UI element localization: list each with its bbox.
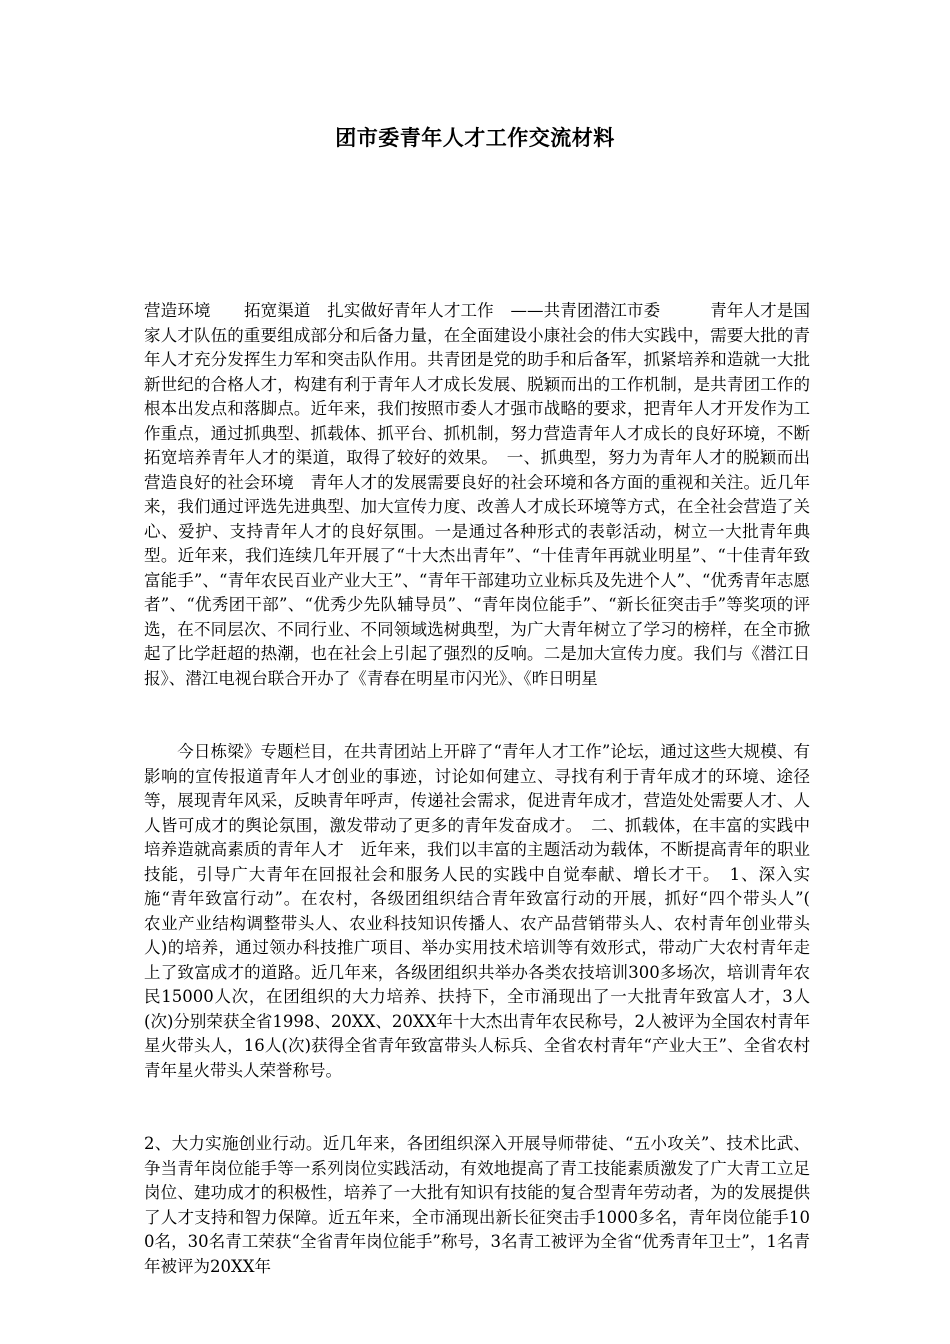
- document-title: 团市委青年人才工作交流材料: [335, 126, 615, 150]
- body-paragraph: 今日栋梁》专题栏目，在共青团站上开辟了“青年人才工作”论坛，通过这些大规模、有影响的宣传报道青年人才创业的事迹，讨论如何建立、寻找有利于青年成才的环境、途径等，展现青年风采，反映青年呼声，传递社会需求，促进青年成才，营造处处需要人才、人人皆可成才的舆论氛围，激发带动了更多的青年发奋成才。 二、抓载体，在丰富的实践中培养造就高素质的青年人才 近年来，我们以丰富的主题活动为载体，不断提高青年的职业技能，引导广大青年在回报社会和服务人民的实践中自觉奉献、增长才干。 1、深入实施“青年致富行动”。在农村，各级团组织结合青年致富行动的开展，抓好“四个带头人”( 农业产业结构调整带头人、农业科技知识传播人、农产品营销带头人、农村青年创业带头人)的培养，通过领办科技推广项目、举办实用技术培训等有效形式，带动广大农村青年走上了致富成才的道路。近几年来，各级团组织共举办各类农技培训300多场次，培训青年农民15000人次，在团组织的大力培养、扶持下，全市涌现出了一大批青年致富人才，3人(次)分别荣获全省1998、20XX、20XX年十大杰出青年农民称号，2人被评为全国农村青年星火带头人，16人(次)获得全省青年致富带头人标兵、全省农村青年“产业大王”、全省农村青年星火带头人荣誉称号。: [144, 742, 827, 1080]
- body-paragraph: 营造环境 拓宽渠道 扎实做好青年人才工作 ——共青团潜江市委 青年人才是国家人才队伍的重要组成部分和后备力量，在全面建设小康社会的伟大实践中，需要大批的青年人才充分发挥生力军和突击队作用。共青团是党的助手和后备军，抓紧培养和造就一大批新世纪的合格人才，构建有利于青年人才成长发展、脱颖而出的工作机制，是共青团工作的根本出发点和落脚点。近年来，我们按照市委人才强市战略的要求，把青年人才开发作为工作重点，通过抓典型、抓载体、抓平台、抓机制，努力营造青年人才成长的良好环境，不断拓宽培养青年人才的渠道，取得了较好的效果。 一、抓典型，努力为青年人才的脱颖而出营造良好的社会环境 青年人才的发展需要良好的社会环境和各方面的重视和关注。近几年来，我们通过评选先进典型、加大宣传力度、改善人才成长环境等方式，在全社会营造了关心、爱护、支持青年人才的良好氛围。一是通过各种形式的表彰活动，树立一大批青年典型。近年来，我们连续几年开展了“十大杰出青年”、“十佳青年再就业明星”、“十佳青年致富能手”、“青年农民百业产业大王”、“青年干部建功立业标兵及先进个人”、“优秀青年志愿者”、“优秀团干部”、“优秀少先队辅导员”、“青年岗位能手”、“新长征突击手”等奖项的评选，在不同层次、不同行业、不同领域选树典型，为广大青年树立了学习的榜样，在全市掀起了比学赶超的热潮，也在社会上引起了强烈的反响。二是加大宣传力度。我们与《潜江日报》、潜江电视台联合开办了《青春在明星市闪光》、《昨日明星: [144, 301, 810, 688]
- document-body: [144, 250, 827, 1328]
- body-paragraph: 2、大力实施创业行动。近几年来，各团组织深入开展导师带徒、“五小攻关”、技术比武、争当青年岗位能手等一系列岗位实践活动，有效地提高了青工技能素质激发了广大青工立足岗位、建功成才的积极性，培养了一大批有知识有技能的复合型青年劳动者，为的发展提供了人才支持和智力保障。近五年来，全市涌现出新长征突击手1000多名，青年岗位能手100名，30名青工荣获“全省青年岗位能手”称号，3名青工被评为全省“优秀青年卫士”，1名青年被评为20XX年: [144, 1134, 810, 1276]
